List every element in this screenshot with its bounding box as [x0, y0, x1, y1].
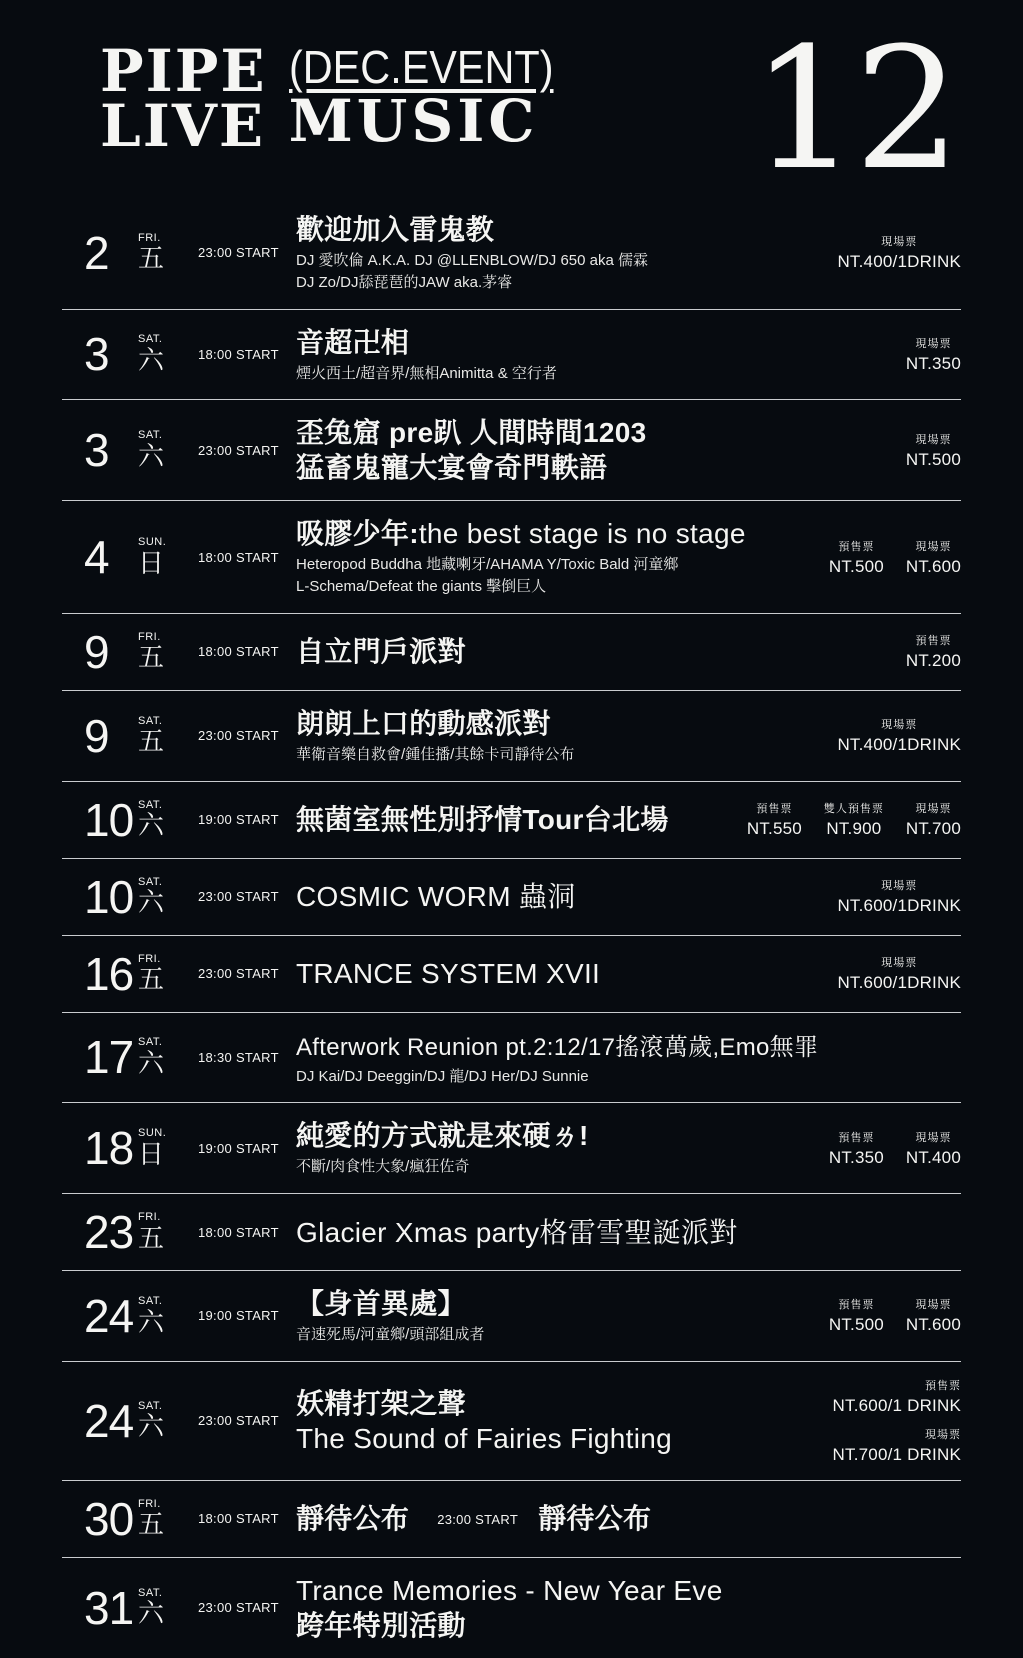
price-value: NT.600/1DRINK: [837, 896, 961, 916]
event-row: [62, 782, 961, 859]
price-value: NT.500: [905, 449, 961, 469]
logo-line-music: MUSIC: [288, 87, 539, 155]
price-value: NT.200: [905, 651, 961, 671]
event-day-en: SAT.: [138, 714, 163, 727]
price-value: NT.400/1DRINK: [837, 735, 961, 755]
event-day-en: SAT.: [138, 1586, 163, 1599]
price-label: 現場票: [915, 337, 952, 350]
price-label: 現場票: [915, 433, 952, 446]
event-row: [62, 614, 961, 691]
event-date: 16: [84, 947, 134, 1000]
event-row: [62, 1194, 961, 1271]
price-value: NT.600: [905, 556, 961, 576]
event-main: [296, 1386, 833, 1456]
price-label: 現場票: [915, 1299, 952, 1312]
price-label: 預售票: [915, 635, 952, 648]
price-block: [837, 954, 961, 993]
event-lineup: [296, 1324, 815, 1346]
event-day-zh: 五: [138, 964, 165, 995]
event-title: [296, 1573, 947, 1643]
price-value: NT.550: [746, 819, 802, 839]
event-time: 18:00 START: [198, 644, 279, 660]
title-text: TRANCE SYSTEM XVII: [296, 958, 601, 990]
month-number: 12: [751, 11, 957, 207]
event-day: [138, 1588, 198, 1628]
event-day: [138, 1296, 198, 1336]
event-time: 23:00 START: [198, 1413, 279, 1429]
event-time: 23:00 START: [198, 442, 279, 458]
event-day: [138, 1037, 198, 1077]
price-value: NT.400/1DRINK: [837, 252, 961, 272]
event-date: 31: [84, 1581, 134, 1634]
price-value: NT.600/1 DRINK: [832, 1395, 961, 1415]
title-text: 朗朗上口的動感派對: [296, 707, 551, 739]
event-time: 18:30 START: [198, 1049, 279, 1065]
inline-time: 23:00 START: [437, 1512, 519, 1528]
price-block: [906, 632, 961, 671]
title-text: 歪兔窟 pre趴 人間時間1203: [296, 417, 647, 449]
event-title: [296, 802, 733, 837]
price-label: 現場票: [915, 540, 952, 553]
title-text: 歡迎加入雷鬼教: [296, 214, 495, 246]
event-row: [62, 197, 961, 310]
event-day: [138, 1128, 198, 1168]
price-value: NT.500: [828, 1315, 884, 1335]
event-prices: [833, 1377, 961, 1465]
event-date: 4: [84, 531, 109, 584]
price-block: [837, 877, 961, 916]
event-row: [62, 1481, 961, 1558]
event-lineup: [296, 744, 823, 766]
event-day-zh: 六: [138, 345, 165, 376]
event-time: 19:00 START: [198, 1308, 279, 1324]
event-main: [296, 1215, 961, 1250]
title-line: [296, 1573, 947, 1608]
event-row: [62, 400, 961, 501]
event-main: [296, 706, 837, 766]
event-day-zh: 五: [138, 726, 165, 757]
event-date: 9: [84, 625, 109, 678]
event-prices: [906, 632, 961, 671]
event-row: [62, 1103, 961, 1194]
event-row: [62, 1558, 961, 1658]
event-prices: [837, 877, 961, 916]
event-prices: [829, 538, 961, 577]
event-day-zh: 五: [138, 1222, 165, 1253]
lineup-line: Heteropod Buddha 地藏喇牙/AHAMA Y/Toxic Bald 河童鄉: [296, 556, 679, 574]
lineup-line: 煙火西土/超音界/無相Animitta & 空行者: [296, 364, 557, 382]
price-block: [906, 538, 961, 577]
title-text: 妖精打架之聲: [296, 1387, 466, 1419]
title-text: 吸膠少年:: [296, 518, 419, 550]
event-title: [296, 634, 892, 669]
event-row: [62, 310, 961, 401]
event-day: [138, 1499, 198, 1539]
lineup-line: 不斷/肉食性大象/瘋狂佐奇: [296, 1158, 470, 1176]
event-prices: [837, 954, 961, 993]
price-label: 現場票: [881, 236, 918, 249]
event-day-zh: 六: [138, 1598, 165, 1629]
event-main: [296, 415, 906, 485]
title-line: [296, 1215, 947, 1250]
event-row: [62, 1013, 961, 1104]
price-label: 現場票: [881, 719, 918, 732]
title-text: Glacier Xmas party格雷雪聖誕派對: [296, 1216, 738, 1248]
event-day-en: SUN.: [138, 536, 167, 549]
event-main: [296, 956, 837, 991]
lineup-line: 音速死馬/河童鄉/頭部組成者: [296, 1326, 485, 1344]
price-label: 預售票: [925, 1379, 961, 1392]
event-prices: [829, 1129, 961, 1168]
event-time: 18:00 START: [198, 1224, 279, 1240]
price-block: [747, 800, 802, 839]
event-main: [296, 802, 747, 837]
event-row: [62, 1271, 961, 1362]
price-label: 現場票: [925, 1428, 961, 1441]
lineup-line: 華衛音樂自救會/鍾佳播/其餘卡司靜待公布: [296, 745, 575, 763]
title-line: [296, 1286, 815, 1321]
event-day-en: SAT.: [138, 875, 163, 888]
price-label: 現場票: [881, 880, 918, 893]
event-day-en: FRI.: [138, 952, 161, 965]
price-block: [824, 800, 884, 839]
event-day: [138, 800, 198, 840]
price-label: 預售票: [756, 803, 793, 816]
title-line: [296, 1386, 819, 1421]
event-day: [138, 537, 198, 577]
pipe-live-logo: [100, 37, 267, 161]
title-line: [296, 415, 892, 450]
event-title: [296, 706, 823, 741]
price-block: [906, 800, 961, 839]
event-prices: [906, 335, 961, 374]
price-block: [833, 1377, 961, 1416]
event-main: [296, 325, 906, 385]
event-date: 10: [84, 793, 134, 846]
header-middle: [288, 41, 583, 155]
title-line: [296, 212, 823, 247]
price-value: NT.350: [905, 353, 961, 373]
event-lineup: [296, 250, 823, 294]
event-main: [296, 1501, 961, 1536]
event-day-en: FRI.: [138, 630, 161, 643]
event-time: 23:00 START: [198, 245, 279, 261]
event-day: [138, 1212, 198, 1252]
event-day-zh: 五: [138, 642, 165, 673]
title-text: 【身首異處】: [296, 1288, 466, 1320]
event-date: 3: [84, 424, 109, 477]
logo-line-1: PIPE: [100, 37, 267, 105]
event-day-en: FRI.: [138, 1211, 161, 1224]
event-main: [296, 879, 837, 914]
event-time: 23:00 START: [198, 966, 279, 982]
event-day-zh: 日: [138, 1138, 165, 1169]
title-text: 自立門戶派對: [296, 636, 466, 668]
title-line: [296, 325, 892, 360]
event-main: [296, 212, 837, 294]
price-block: [837, 716, 961, 755]
event-day: [138, 233, 198, 273]
event-main: [296, 634, 906, 669]
price-block: [906, 1129, 961, 1168]
event-date: 3: [84, 328, 109, 381]
event-day-zh: 六: [138, 887, 165, 918]
event-title: [296, 1386, 819, 1456]
event-day-en: SAT.: [138, 1036, 163, 1049]
title-line: [296, 706, 823, 741]
price-value: NT.400: [905, 1147, 961, 1167]
price-block: [833, 1426, 961, 1465]
event-title: [296, 212, 823, 247]
title-text: 猛畜鬼寵大宴會奇門軼語: [296, 452, 608, 484]
event-title: [296, 325, 892, 360]
event-date: 30: [84, 1492, 134, 1545]
logo-line-2: LIVE: [100, 92, 266, 161]
event-date: 24: [84, 1289, 134, 1342]
event-row: [62, 859, 961, 936]
event-day-zh: 日: [138, 547, 165, 578]
event-row: [62, 1362, 961, 1481]
price-value: NT.500: [828, 556, 884, 576]
event-day: [138, 430, 198, 470]
price-label: 現場票: [915, 803, 952, 816]
event-time: 23:00 START: [198, 1600, 279, 1616]
event-title: [296, 879, 823, 914]
event-title: [296, 516, 815, 551]
event-day-zh: 五: [138, 1509, 165, 1540]
event-day-en: SUN.: [138, 1127, 167, 1140]
event-lineup: [296, 554, 815, 598]
event-day: [138, 877, 198, 917]
price-value: NT.700: [905, 819, 961, 839]
event-lineup: [296, 363, 892, 385]
event-main: [296, 516, 829, 598]
event-date: 2: [84, 226, 109, 279]
price-label: 預售票: [838, 1131, 875, 1144]
title-line: [296, 1118, 815, 1153]
event-day-en: SAT.: [138, 1294, 163, 1307]
event-lineup: [296, 1156, 815, 1178]
lineup-line: DJ Zo/DJ舔琵琶的JAW aka.茅睿: [296, 273, 513, 291]
title-line: [296, 450, 892, 485]
event-row: [62, 501, 961, 614]
price-block: [829, 1296, 884, 1335]
price-block: [906, 1296, 961, 1335]
event-day-en: SAT.: [138, 798, 163, 811]
dec-event-label: (DEC.EVENT): [288, 41, 554, 93]
title-text: COSMIC WORM 蟲洞: [296, 881, 576, 913]
title-text: Afterwork Reunion pt.2:12/17搖滾萬歲,Emo無罪: [296, 1033, 819, 1061]
poster-header: [0, 0, 1023, 207]
title-line: [296, 634, 892, 669]
event-title: [296, 1215, 947, 1250]
event-day-zh: 六: [138, 1411, 165, 1442]
price-value: NT.900: [826, 819, 882, 839]
price-value: NT.600: [905, 1315, 961, 1335]
price-label: 現場票: [915, 1131, 952, 1144]
event-title: [296, 415, 892, 485]
price-label: 現場票: [881, 957, 918, 970]
price-label: 預售票: [838, 1299, 875, 1312]
event-date: 17: [84, 1031, 134, 1084]
event-date: 18: [84, 1122, 134, 1175]
price-value: NT.600/1DRINK: [837, 973, 961, 993]
event-time: 23:00 START: [198, 889, 279, 905]
event-day-en: SAT.: [138, 429, 163, 442]
event-prices: [747, 800, 961, 839]
event-time: 23:00 START: [198, 728, 279, 744]
event-day: [138, 632, 198, 672]
title-text: 靜待公布: [296, 1503, 410, 1535]
event-day-en: SAT.: [138, 1399, 163, 1412]
event-day: [138, 334, 198, 374]
title-line: [296, 956, 823, 991]
event-time: 18:00 START: [198, 1511, 279, 1527]
price-block: [906, 431, 961, 470]
price-label: 預售票: [838, 540, 875, 553]
title-line: [296, 879, 823, 914]
event-list: [62, 197, 961, 1658]
title-text: 跨年特別活動: [296, 1609, 466, 1641]
event-date: 10: [84, 870, 134, 923]
event-row: [62, 691, 961, 782]
title-text: the best stage is no stage: [418, 518, 746, 550]
lineup-line: DJ 愛吹倫 A.K.A. DJ @LLENBLOW/DJ 650 aka 儒霖: [296, 252, 648, 270]
title-line: [296, 802, 733, 837]
title-text: 音超卍相: [296, 326, 410, 358]
event-title: [296, 1028, 947, 1063]
title-line: [296, 1501, 947, 1536]
lineup-line: L-Schema/Defeat the giants 擊倒巨人: [296, 578, 547, 596]
event-date: 9: [84, 709, 109, 762]
event-day-zh: 六: [138, 810, 165, 841]
title-text: 無菌室無性別抒情Tour台北場: [296, 804, 669, 836]
event-prices: [837, 716, 961, 755]
event-main: [296, 1573, 961, 1643]
event-day-en: FRI.: [138, 1497, 161, 1510]
event-time: 18:00 START: [198, 346, 279, 362]
event-day-en: SAT.: [138, 333, 163, 346]
event-day-zh: 五: [138, 243, 165, 274]
event-prices: [906, 431, 961, 470]
price-block: [829, 538, 884, 577]
title-line: [296, 1028, 947, 1063]
event-title: [296, 956, 823, 991]
event-day-zh: 六: [138, 1048, 165, 1079]
event-row: [62, 936, 961, 1013]
event-prices: [837, 233, 961, 272]
event-day-zh: 六: [138, 1306, 165, 1337]
event-time: 19:00 START: [198, 1140, 279, 1156]
event-time: 18:00 START: [198, 549, 279, 565]
event-main: [296, 1118, 829, 1178]
event-main: [296, 1286, 829, 1346]
event-prices: [829, 1296, 961, 1335]
title-text: 純愛的方式就是來硬ㄌ!: [296, 1120, 589, 1152]
event-date: 24: [84, 1394, 134, 1447]
title-line: [296, 1608, 947, 1643]
price-block: [829, 1129, 884, 1168]
event-day: [138, 954, 198, 994]
title-line: [296, 516, 815, 551]
event-main: [296, 1028, 961, 1088]
title-line: [296, 1421, 819, 1456]
event-title: [296, 1118, 815, 1153]
event-day: [138, 716, 198, 756]
title-text: The Sound of Fairies Fighting: [296, 1422, 673, 1454]
price-label: 雙人預售票: [823, 803, 884, 816]
price-block: [906, 335, 961, 374]
price-value: NT.700/1 DRINK: [832, 1444, 961, 1464]
title-text: 靜待公布: [538, 1503, 652, 1535]
event-day-en: FRI.: [138, 231, 161, 244]
price-value: NT.350: [828, 1147, 884, 1167]
event-title: [296, 1501, 947, 1536]
lineup-line: DJ Kai/DJ Deeggin/DJ 龍/DJ Her/DJ Sunnie: [296, 1067, 589, 1085]
event-date: 23: [84, 1206, 134, 1259]
event-lineup: [296, 1066, 947, 1088]
event-time: 19:00 START: [198, 812, 279, 828]
event-title: [296, 1286, 815, 1321]
price-block: [837, 233, 961, 272]
event-day: [138, 1401, 198, 1441]
event-day-zh: 六: [138, 440, 165, 471]
title-text: Trance Memories - New Year Eve: [296, 1574, 723, 1606]
